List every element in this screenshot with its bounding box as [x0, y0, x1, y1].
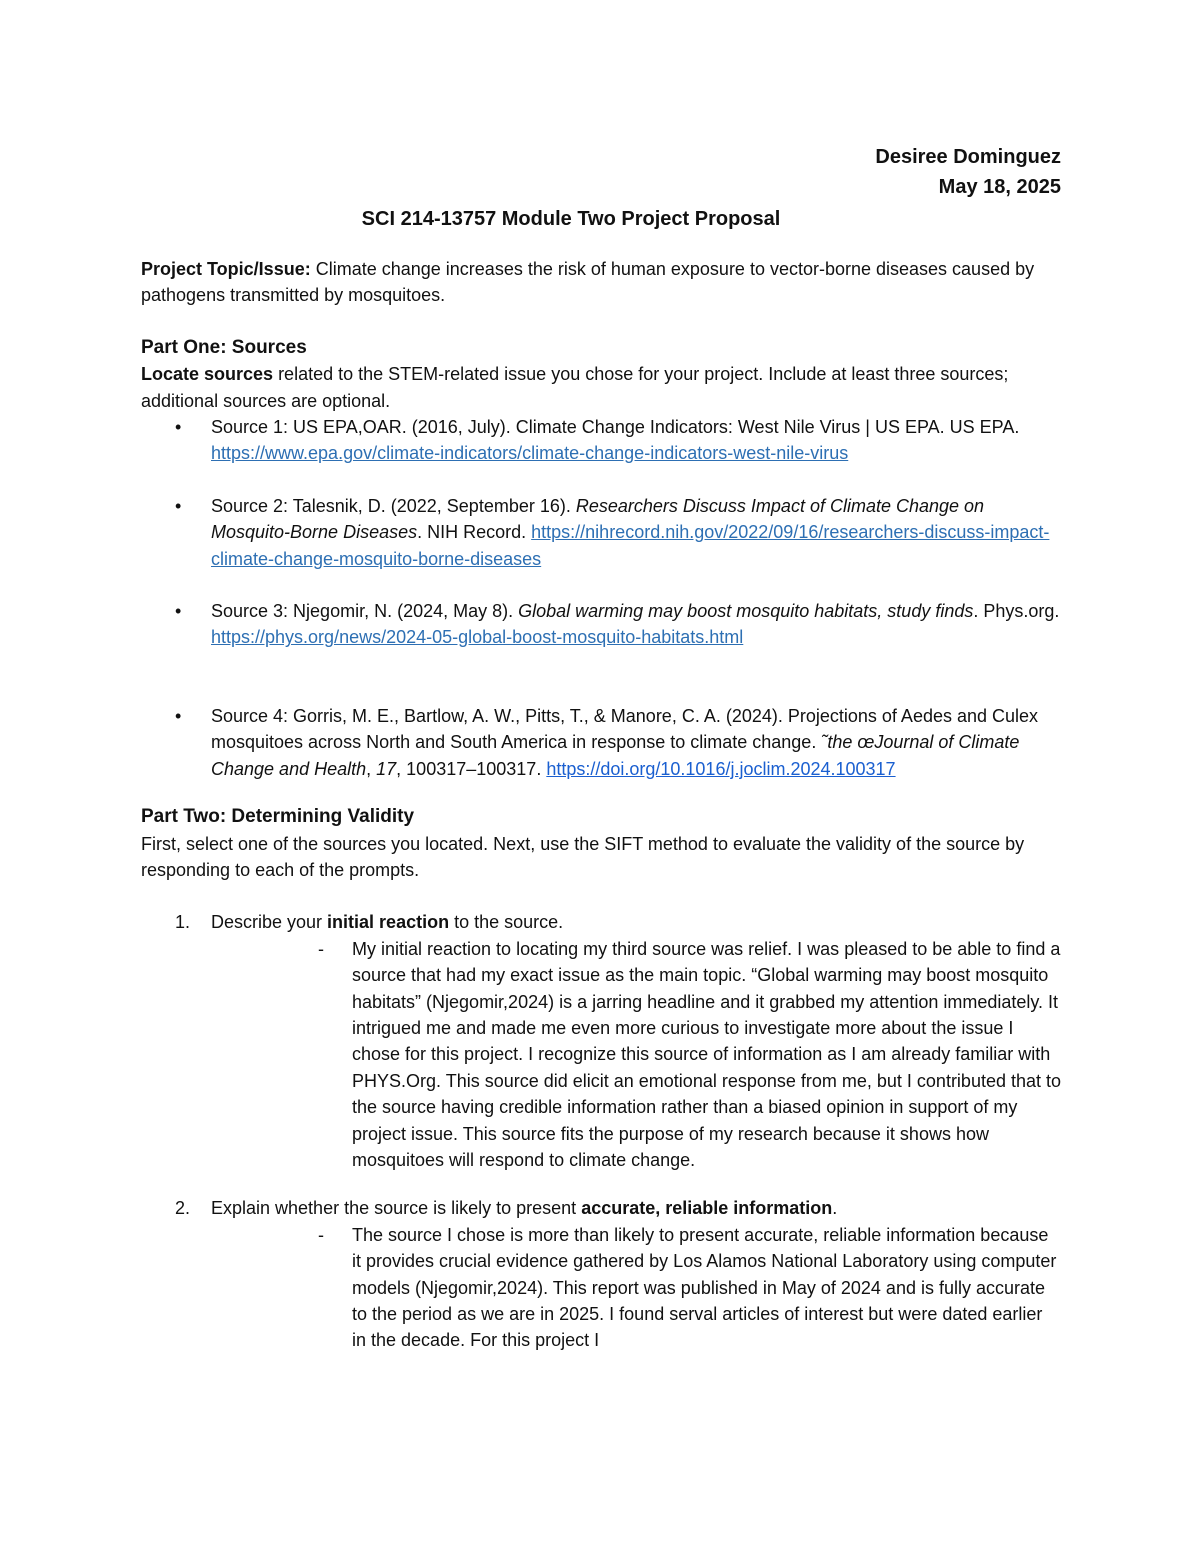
author-name: Desiree Dominguez: [875, 146, 1061, 168]
source-publisher: . NIH Record.: [417, 522, 532, 543]
part-one-intro: [141, 361, 1061, 414]
topic-label: Project Topic/Issue:: [141, 259, 311, 279]
part-two-heading: Part Two: Determining Validity: [141, 806, 415, 828]
topic-text: Climate change increases the risk of human exposure to vector-borne diseases caused by pathogens transmitted by mosquitoes.: [141, 259, 1035, 306]
source-item-2: [141, 493, 1061, 572]
intro-bold: Locate sources: [141, 364, 274, 385]
bullet-icon: •: [175, 417, 182, 438]
document-date: May 18, 2025: [938, 176, 1061, 198]
source-link[interactable]: https://nihrecord.nih.gov/2022/09/16/researchers-discuss-impact-climate-change-mosquito-borne-diseases: [211, 522, 1050, 569]
document-body: [141, 142, 1061, 1354]
dash-marker: -: [318, 1224, 324, 1245]
source-link[interactable]: https://phys.org/news/2024-05-global-boost-mosquito-habitats.html: [211, 627, 744, 648]
source-publisher: . Phys.org.: [973, 601, 1060, 622]
prompt-list: [141, 909, 1061, 1354]
prompt-answer: [211, 936, 1061, 1174]
intro-text: related to the STEM-related issue you chose for your project. Include at least three sources; additional sources are optional.: [141, 364, 1009, 411]
part-one-heading: Part One: Sources: [141, 336, 307, 358]
source-volume: 17: [376, 758, 397, 779]
prompt-item-2: [141, 1195, 1061, 1353]
prompt-text-end: to the source.: [449, 912, 564, 933]
source-title: Global warming may boost mosquito habitats, study finds: [518, 601, 974, 622]
prompt-answer: [211, 1222, 1061, 1354]
prompt-number: 1.: [175, 912, 191, 933]
source-list: [141, 414, 1061, 782]
source-citation: Source 4: Gorris, M. E., Bartlow, A. W., Pitts, T., & Manore, C. A. (2024). Projections of Aedes and Culex mosquitoes across North and South America in response to climate change.: [211, 705, 1039, 753]
prompt-keyword: initial reaction: [327, 912, 450, 933]
dash-marker: -: [318, 938, 324, 959]
prompt-text-end: .: [832, 1198, 838, 1219]
source-citation: Source 3: Njegomir, N. (2024, May 8).: [211, 601, 519, 622]
answer-text: The source I chose is more than likely to present accurate, reliable information because it provides crucial evidence gathered by Los Alamos National Laboratory using computer models (Njegomir,2024). This report was published in May of 2024 and is fully accurate to the period as we are in 2025. I found serval articles of interest but were dated earlier in the decade. For this project I: [352, 1224, 1057, 1351]
prompt-item-1: [141, 909, 1061, 1173]
source-title: Researchers Discuss Impact of Climate Change on Mosquito-Borne Diseases: [211, 495, 985, 543]
prompt-number: 2.: [175, 1198, 191, 1219]
bullet-icon: •: [175, 601, 182, 622]
source-item-3: [141, 598, 1061, 651]
prompt-keyword: accurate, reliable information: [581, 1198, 833, 1219]
bullet-icon: •: [175, 705, 182, 726]
source-link[interactable]: https://doi.org/10.1016/j.joclim.2024.100317: [546, 758, 896, 779]
document-title: SCI 214-13757 Module Two Project Proposal: [361, 208, 781, 230]
source-item-4: [141, 703, 1061, 782]
bullet-icon: •: [175, 495, 182, 516]
source-sep: ,: [366, 758, 377, 779]
prompt-text: Explain whether the source is likely to present: [211, 1198, 582, 1219]
project-topic: [141, 256, 1061, 309]
source-citation: Source 1: US EPA,OAR. (2016, July). Climate Change Indicators: West Nile Virus | US EPA. US EPA.: [211, 417, 1020, 438]
source-journal: ˜the œJournal of Climate Change and Health: [211, 732, 1020, 779]
source-pages: , 100317–100317.: [396, 758, 547, 779]
part-two-intro: First, select one of the sources you located. Next, use the SIFT method to evaluate the validity of the source by responding to each of the prompts.: [141, 833, 1025, 880]
source-item-1: [141, 414, 1061, 467]
source-link[interactable]: https://www.epa.gov/climate-indicators/climate-change-indicators-west-nile-virus: [211, 443, 849, 464]
source-citation: Source 2: Talesnik, D. (2022, September 16).: [211, 495, 576, 516]
prompt-text: Describe your: [211, 912, 328, 933]
answer-text: My initial reaction to locating my third source was relief. I was pleased to be able to find a source that had my exact issue as the main topic. “Global warming may boost mosquito habitats” (Njegomir,2024) is a jarring headline and it grabbed my attention immediately. It intrigued me and made me even more curious to investigate more about the issue I chose for this project. I recognize this source of information as I am already familiar with PHYS.Org. This source did elicit an emotional response from me, but I contributed that to the source having credible information rather than a biased opinion in support of my project issue. This source fits the purpose of my research because it shows how mosquitoes will respond to climate change.: [352, 938, 1062, 1170]
